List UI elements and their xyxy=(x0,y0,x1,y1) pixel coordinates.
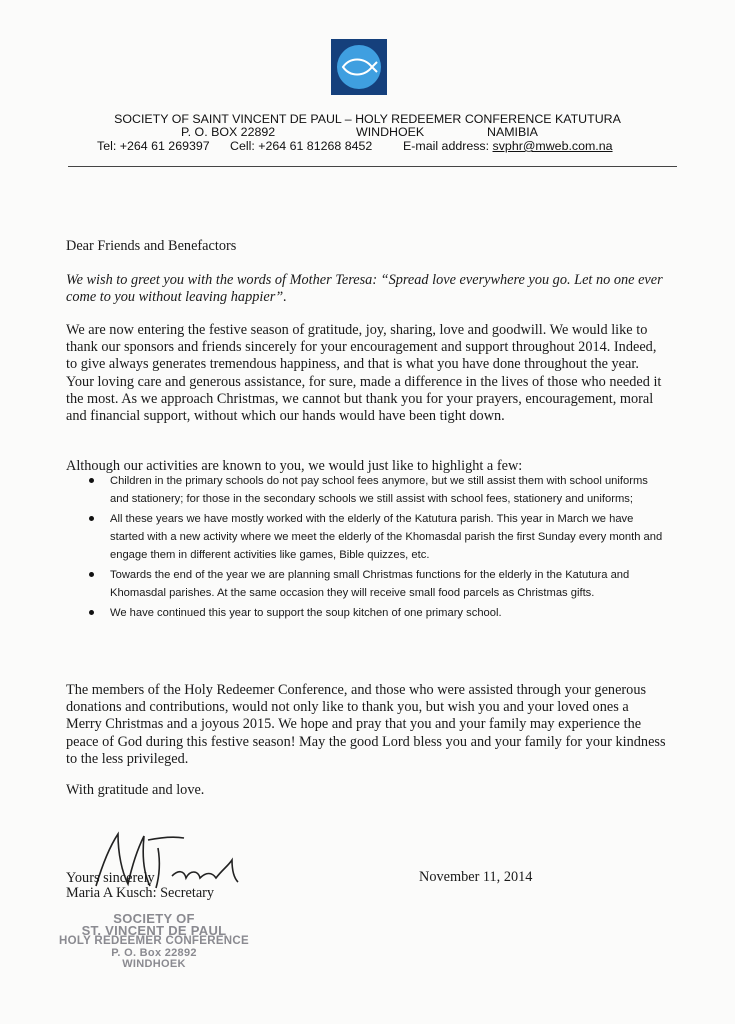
letterhead-organization: SOCIETY OF SAINT VINCENT DE PAUL – HOLY REDEEMER CONFERENCE KATUTURA xyxy=(114,112,621,126)
organization-logo xyxy=(331,39,387,95)
stamp-line: P. O. Box 22892 xyxy=(111,946,197,959)
telephone: Tel: +264 61 269397 xyxy=(97,139,210,153)
letter-date: November 11, 2014 xyxy=(419,869,533,885)
header-divider xyxy=(68,166,677,167)
activities-intro: Although our activities are known to you, we would just like to highlight a few: xyxy=(66,458,523,474)
fish-symbol-icon xyxy=(334,42,384,92)
stamp-line: ST. VINCENT DE PAUL xyxy=(81,922,227,938)
city: WINDHOEK xyxy=(356,125,425,139)
country: NAMIBIA xyxy=(487,125,538,139)
paragraph-gratitude: We are now entering the festive season of gratitude, joy, sharing, love and goodwill. We would like to thank our sponsors and friends sincerely for your encouragement and support throughout 2014. Indeed, to give always generates tremendous happiness, and that is what you have done throughout the year. Your loving care and generous assistance, for sure, made a difference in the lives of those who needed it the most. As we approach Christmas, we cannot but thank you for your prayers, encouragement, moral and financial support, without which our hands would have been tight down. xyxy=(66,322,662,425)
stamp-line: WINDHOEK xyxy=(122,958,186,970)
email-block xyxy=(403,139,613,153)
signer-name: Maria A Kusch: Secretary xyxy=(66,885,215,901)
activities-list xyxy=(86,472,666,624)
salutation: Dear Friends and Benefactors xyxy=(66,238,237,254)
po-box: P. O. BOX 22892 xyxy=(181,125,276,139)
closing: With gratitude and love. xyxy=(66,782,205,798)
organization-stamp xyxy=(44,913,264,971)
stamp-line: HOLY REDEEMER CONFERENCE xyxy=(59,935,249,947)
stamp-line: SOCIETY OF xyxy=(113,911,195,926)
opening-quote: We wish to greet you with the words of Mother Teresa: “Spread love everywhere you go. Let no one ever come to you without leaving happier”. xyxy=(66,272,663,306)
list-item: Children in the primary schools do not pay school fees anymore, but we still assist them with school uniforms and stationery; for those in the secondary schools we still assist with school fees, stationery and uniforms; xyxy=(86,472,666,508)
list-item: Towards the end of the year we are planning small Christmas functions for the elderly in the Katutura and Khomasdal parishes. At the same occasion they will receive small food parcels as Christmas gifts. xyxy=(86,566,666,602)
email-label: E-mail address: xyxy=(403,139,490,153)
list-item: All these years we have mostly worked with the elderly of the Katutura parish. This year in March we have started with a new activity where we meet the elderly of the Khomasdal parish the first Sunday every month and engage them in different activities like games, Bible quizzes, etc. xyxy=(86,510,666,564)
paragraph-wishes: The members of the Holy Redeemer Conference, and those who were assisted through your generous donations and contributions, would not only like to thank you, but wish you and your loved ones a Merry Christmas and a joyous 2015. We hope and pray that you and your family may experience the peace of God during this festive season! May the good Lord bless you and your family for your kindness to the less privileged. xyxy=(66,682,666,767)
cellphone: Cell: +264 61 81268 8452 xyxy=(230,139,373,153)
email-link[interactable]: svphr@mweb.com.na xyxy=(492,139,613,153)
complimentary-close: Yours sincerely xyxy=(66,870,155,886)
list-item: We have continued this year to support the soup kitchen of one primary school. xyxy=(86,604,666,622)
